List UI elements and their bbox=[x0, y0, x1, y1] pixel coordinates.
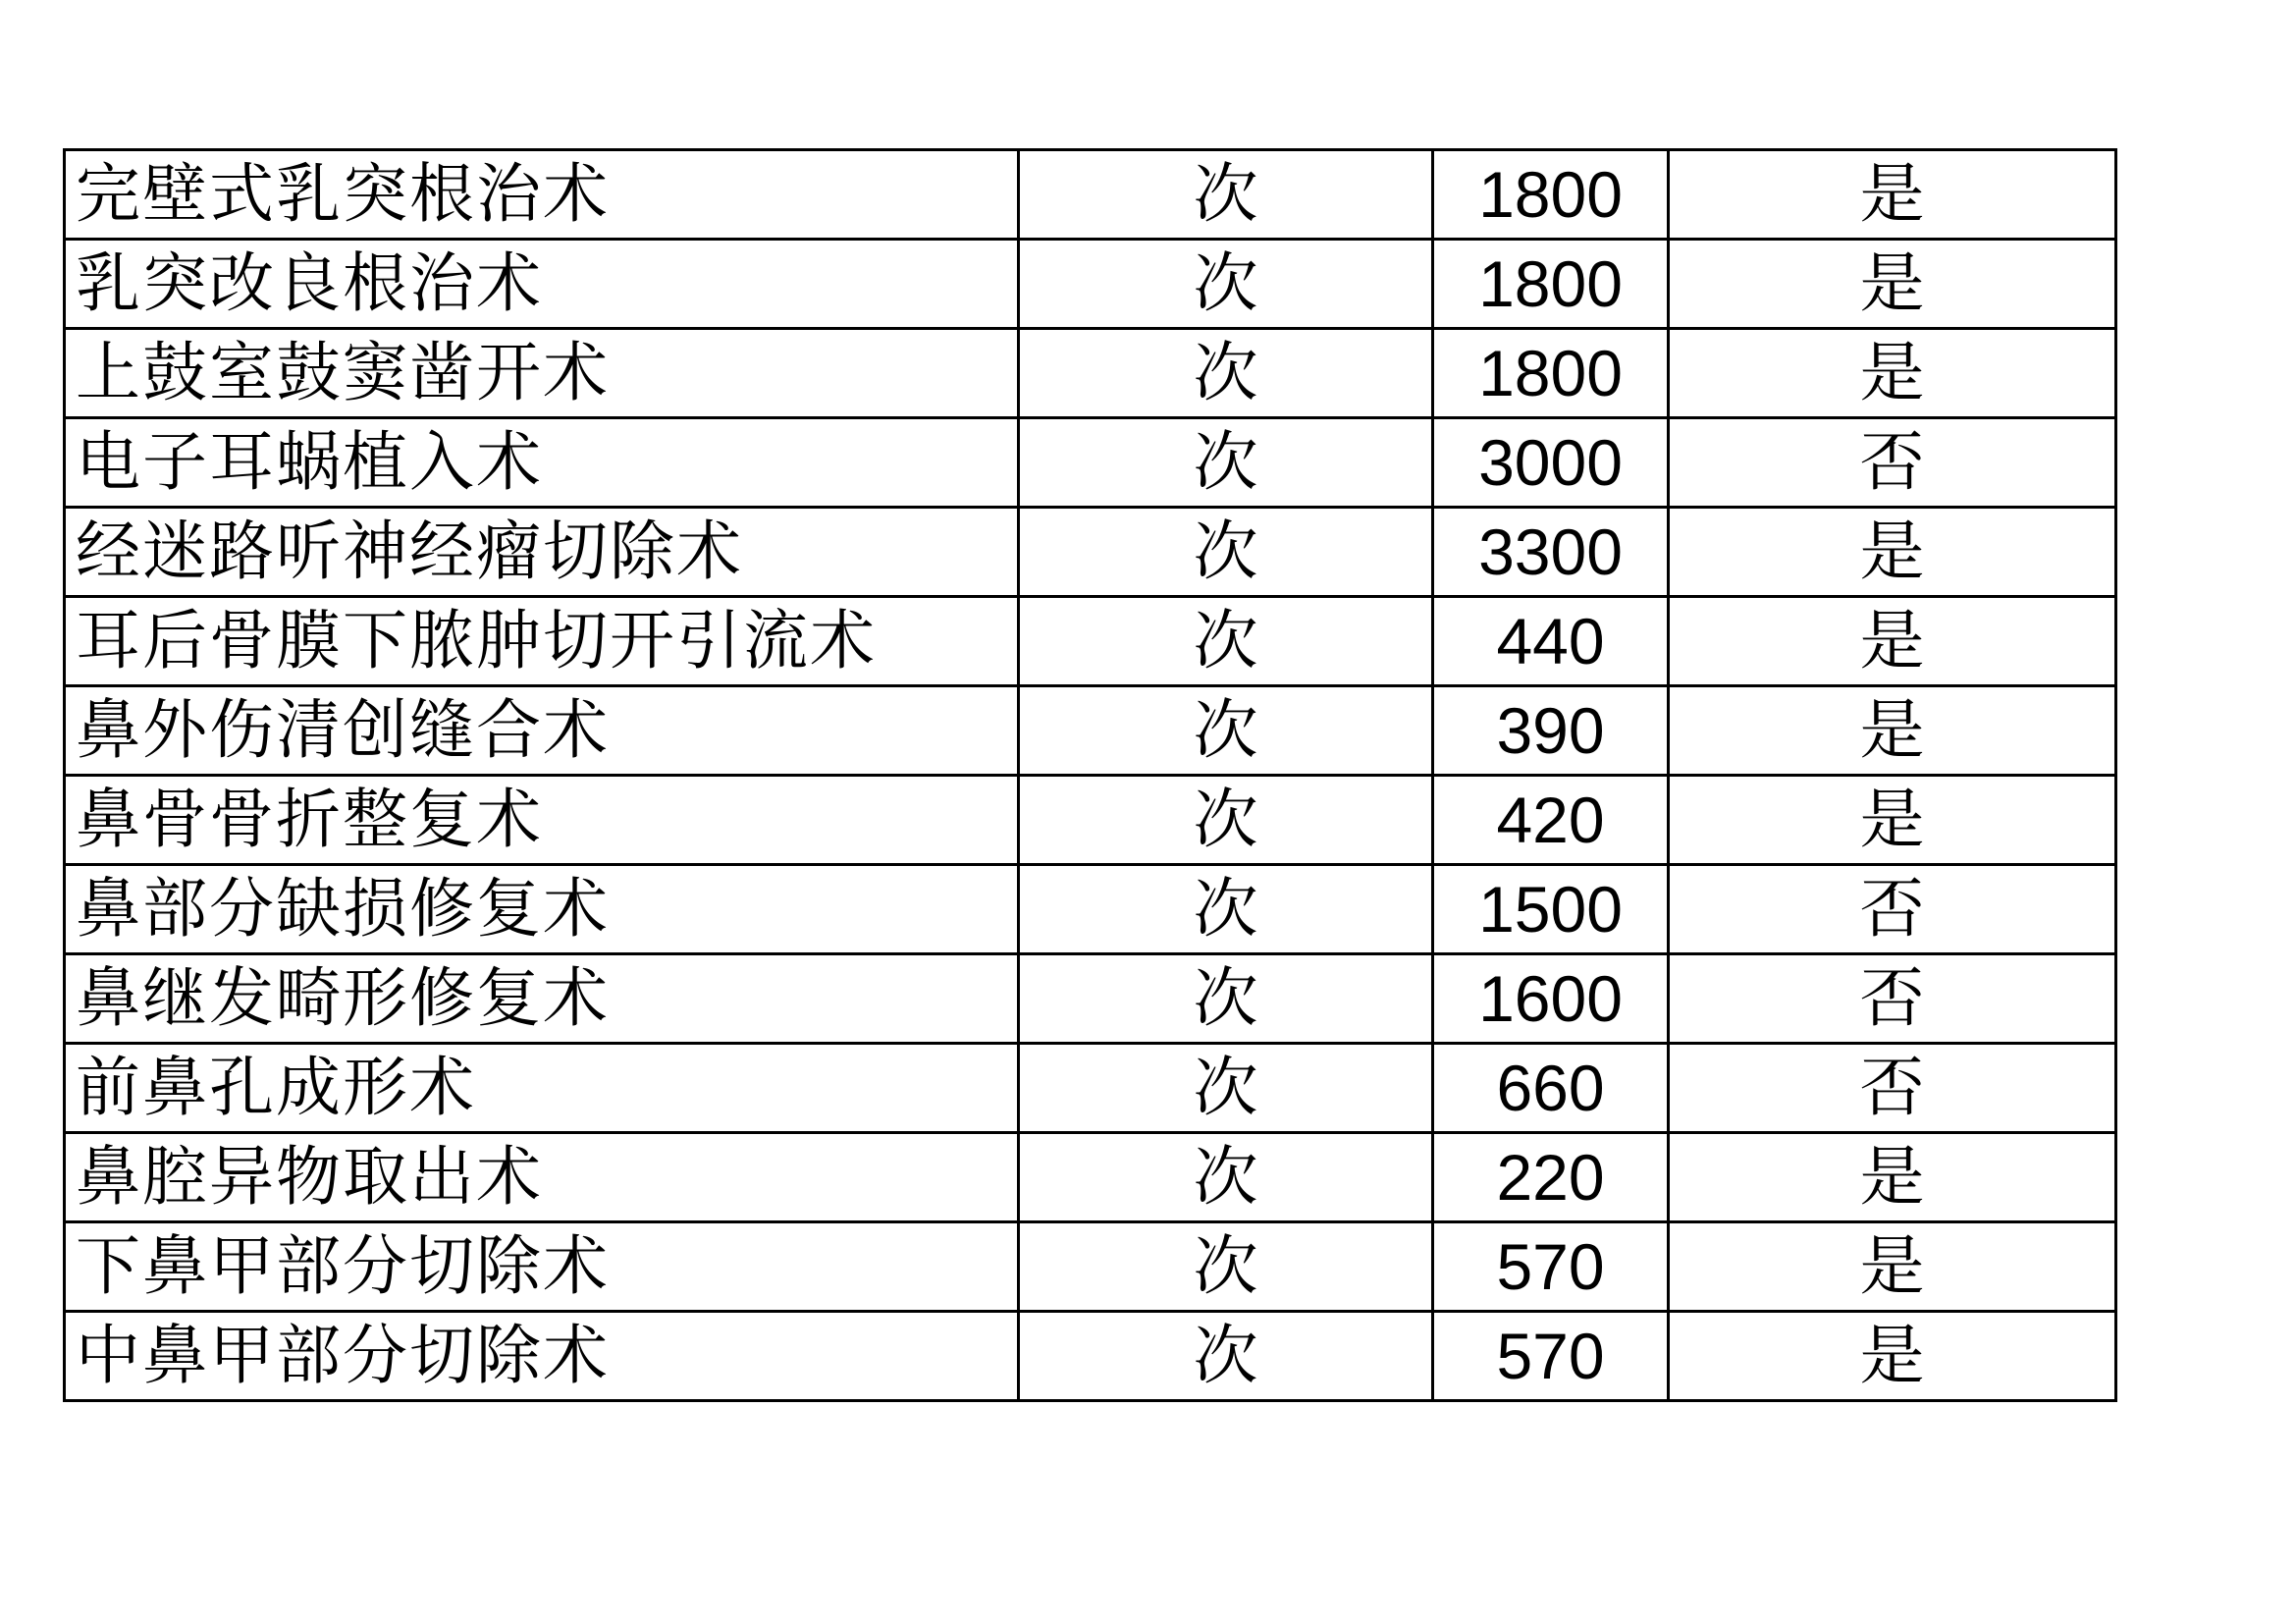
flag-cell: 是 bbox=[1669, 240, 2116, 329]
procedure-name-cell: 前鼻孔成形术 bbox=[65, 1044, 1019, 1133]
table-row bbox=[65, 1044, 2116, 1133]
flag-cell: 否 bbox=[1669, 954, 2116, 1044]
unit-cell: 次 bbox=[1019, 508, 1433, 597]
flag-cell: 是 bbox=[1669, 329, 2116, 418]
unit-cell: 次 bbox=[1019, 1222, 1433, 1312]
unit-cell: 次 bbox=[1019, 686, 1433, 776]
flag-cell: 是 bbox=[1669, 1222, 2116, 1312]
table-row bbox=[65, 508, 2116, 597]
flag-cell: 是 bbox=[1669, 597, 2116, 686]
procedure-name-cell: 中鼻甲部分切除术 bbox=[65, 1312, 1019, 1401]
table-row bbox=[65, 597, 2116, 686]
procedure-name-cell: 耳后骨膜下脓肿切开引流术 bbox=[65, 597, 1019, 686]
price-cell: 1800 bbox=[1433, 240, 1669, 329]
price-cell: 1600 bbox=[1433, 954, 1669, 1044]
procedure-name-cell: 上鼓室鼓窦凿开术 bbox=[65, 329, 1019, 418]
table-row bbox=[65, 329, 2116, 418]
procedure-fee-table bbox=[63, 148, 2117, 1402]
unit-cell: 次 bbox=[1019, 418, 1433, 508]
procedure-name-cell: 鼻骨骨折整复术 bbox=[65, 776, 1019, 865]
procedure-name-cell: 鼻腔异物取出术 bbox=[65, 1133, 1019, 1222]
price-cell: 3300 bbox=[1433, 508, 1669, 597]
unit-cell: 次 bbox=[1019, 150, 1433, 240]
flag-cell: 是 bbox=[1669, 1133, 2116, 1222]
unit-cell: 次 bbox=[1019, 240, 1433, 329]
price-cell: 1800 bbox=[1433, 150, 1669, 240]
price-cell: 220 bbox=[1433, 1133, 1669, 1222]
procedure-name-cell: 鼻部分缺损修复术 bbox=[65, 865, 1019, 954]
table-row bbox=[65, 418, 2116, 508]
procedure-name-cell: 鼻外伤清创缝合术 bbox=[65, 686, 1019, 776]
unit-cell: 次 bbox=[1019, 865, 1433, 954]
procedure-name-cell: 下鼻甲部分切除术 bbox=[65, 1222, 1019, 1312]
flag-cell: 是 bbox=[1669, 686, 2116, 776]
price-cell: 570 bbox=[1433, 1222, 1669, 1312]
flag-cell: 是 bbox=[1669, 508, 2116, 597]
flag-cell: 否 bbox=[1669, 418, 2116, 508]
unit-cell: 次 bbox=[1019, 776, 1433, 865]
table-row bbox=[65, 240, 2116, 329]
price-cell: 440 bbox=[1433, 597, 1669, 686]
table-row bbox=[65, 1133, 2116, 1222]
procedure-name-cell: 完壁式乳突根治术 bbox=[65, 150, 1019, 240]
unit-cell: 次 bbox=[1019, 1044, 1433, 1133]
price-cell: 1800 bbox=[1433, 329, 1669, 418]
flag-cell: 是 bbox=[1669, 150, 2116, 240]
unit-cell: 次 bbox=[1019, 954, 1433, 1044]
procedure-name-cell: 电子耳蜗植入术 bbox=[65, 418, 1019, 508]
price-cell: 660 bbox=[1433, 1044, 1669, 1133]
table-row bbox=[65, 1222, 2116, 1312]
unit-cell: 次 bbox=[1019, 329, 1433, 418]
table-row bbox=[65, 954, 2116, 1044]
table-row bbox=[65, 686, 2116, 776]
price-cell: 570 bbox=[1433, 1312, 1669, 1401]
table-row bbox=[65, 150, 2116, 240]
price-cell: 390 bbox=[1433, 686, 1669, 776]
price-cell: 3000 bbox=[1433, 418, 1669, 508]
flag-cell: 否 bbox=[1669, 865, 2116, 954]
price-cell: 1500 bbox=[1433, 865, 1669, 954]
unit-cell: 次 bbox=[1019, 597, 1433, 686]
table-row bbox=[65, 1312, 2116, 1401]
procedure-name-cell: 经迷路听神经瘤切除术 bbox=[65, 508, 1019, 597]
table-row bbox=[65, 865, 2116, 954]
flag-cell: 是 bbox=[1669, 776, 2116, 865]
table-row bbox=[65, 776, 2116, 865]
unit-cell: 次 bbox=[1019, 1312, 1433, 1401]
procedure-name-cell: 乳突改良根治术 bbox=[65, 240, 1019, 329]
flag-cell: 否 bbox=[1669, 1044, 2116, 1133]
procedure-name-cell: 鼻继发畸形修复术 bbox=[65, 954, 1019, 1044]
flag-cell: 是 bbox=[1669, 1312, 2116, 1401]
price-cell: 420 bbox=[1433, 776, 1669, 865]
unit-cell: 次 bbox=[1019, 1133, 1433, 1222]
